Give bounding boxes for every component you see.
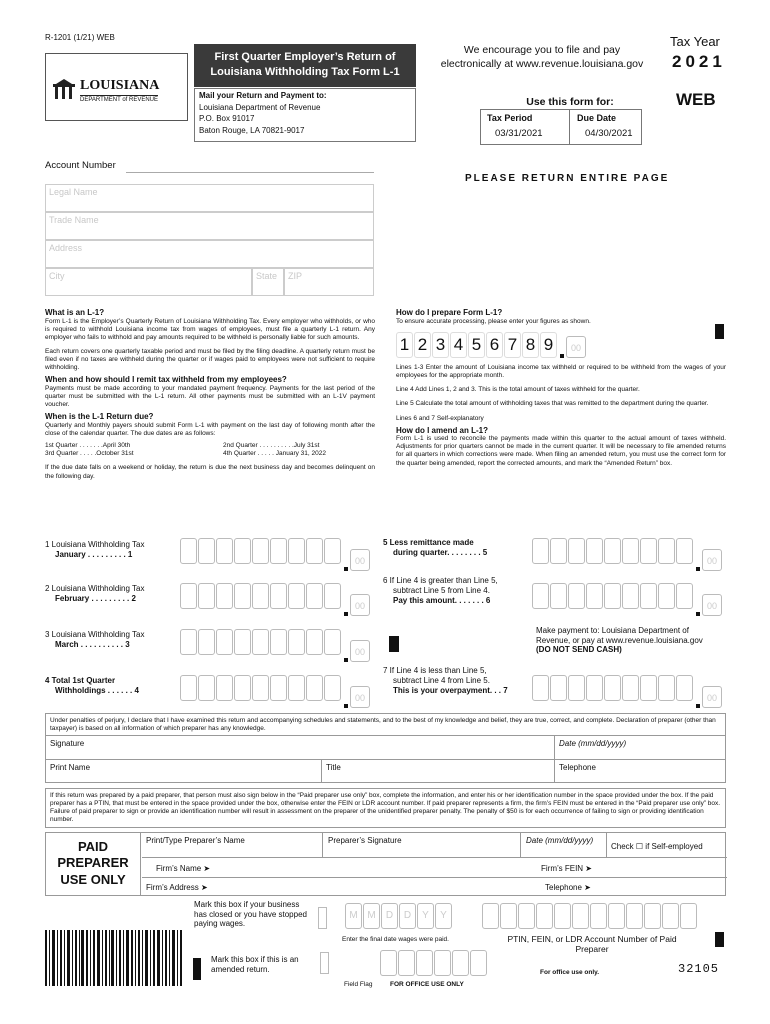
sample-digit: 4 (450, 332, 467, 358)
form-id: R-1201 (1/21) WEB (45, 33, 115, 42)
payment-line-3: (DO NOT SEND CASH) (536, 645, 622, 655)
amend-title: How do I amend an L-1? (396, 425, 489, 435)
payment-line-1: Make payment to: Louisiana Department of (536, 626, 689, 635)
date-field[interactable]: Date (mm/dd/yyyy) (559, 739, 627, 748)
tax-period-label: Tax Period (487, 113, 533, 123)
sample-digit: 1 (396, 332, 413, 358)
payment-line-2: Revenue, or pay at www.revenue.louisiana.gov (536, 635, 703, 645)
line-5-amount[interactable]: 00 (532, 538, 722, 571)
each-return-text: Each return covers one quarterly taxable period and must be filed by the filing deadline. A quarterly return must be filed even if no taxes are withheld during the quarter or if wages paid to employees were not sufficient to require withholding. (45, 347, 375, 372)
sample-digit: 2 (414, 332, 431, 358)
field-flag: Field Flag (344, 981, 373, 988)
sample-digit: 5 (468, 332, 485, 358)
when-remit-title: When and how should I remit tax withheld from my employees? (45, 375, 287, 385)
firms-name[interactable]: Firm’s Name ➤ (156, 864, 211, 873)
when-due-text: Quarterly and Monthly payers should submit Form L-1 with payment on the last day of following month after the close of the calendar quarter. The due dates are as follows: (45, 421, 375, 438)
for-office-use: For office use only. (540, 969, 600, 976)
mail-line-2: P.O. Box 91017 (199, 114, 255, 124)
how-prepare-title: How do I prepare Form L-1? (396, 308, 503, 317)
line-5-label: 5 Less remittance made during quarter. . . . . . . . 5 (383, 538, 488, 557)
payment-instructions (536, 626, 736, 655)
mail-heading: Mail your Return and Payment to: (199, 91, 327, 100)
due-q1: 1st Quarter . . . . . . .April 30th (45, 442, 131, 450)
line-1-amount[interactable]: 00 (180, 538, 370, 571)
amended-checkbox[interactable] (320, 952, 329, 974)
line-7-amount[interactable]: 00 (532, 675, 722, 708)
line-3-amount[interactable]: 00 (180, 629, 370, 662)
sample-digit: 7 (504, 332, 521, 358)
return-entire-page: PLEASE RETURN ENTIRE PAGE (465, 173, 670, 184)
city-field[interactable]: City (45, 268, 252, 296)
preparer-text: If this return was prepared by a paid preparer, that person must also sign below in the “Paid preparer use only” box, complete the information, and enter his or her identification number in the space provided under the box. If the paid preparer has a PTIN, that must be entered in the space provided under the box, otherwise enter the FEIN or LDR account number. If paid preparer represents a firm, the firm’s FEIN must be entered in the “Paid preparer use only” box. Failure of paid preparer to sign or provide an identification number will result in assessment on the preparer of the unidentified preparer penalty. The penalty of $50 is for each occurrence of failing to sign or providing identification number. (50, 792, 721, 824)
form-title-block (194, 44, 416, 87)
preparer-date[interactable]: Date (mm/dd/yyyy) (526, 836, 594, 845)
logo-name: LOUISIANA (80, 78, 160, 93)
field-flag-boxes (380, 950, 488, 976)
line-7-label: 7 If Line 4 is less than Line 5, subtract Line 4 from Line 5. This is your overpayment. . . 7 (383, 666, 508, 695)
print-name-field[interactable]: Print Name (46, 760, 322, 782)
firms-address[interactable]: Firm’s Address ➤ (146, 883, 208, 892)
use-form-for: Use this form for: (526, 96, 614, 108)
logo-sub: DEPARTMENT of REVENUE (80, 97, 159, 103)
perjury-text: Under penalties of perjury, I declare that I have examined this return and accompanying schedules and statements, and to the best of my knowledge and belief, they are true, correct, and complete. Declaration of preparer (other than taxpayer) is based on all information of which preparer has any knowledge. (46, 714, 725, 736)
line-1-label: 1 Louisiana Withholding Tax January . . . . . . . . . 1 (45, 540, 145, 559)
scan-mark (389, 636, 399, 652)
mail-address-block (194, 88, 416, 142)
final-date-input[interactable]: M M D D Y Y (345, 903, 453, 929)
for-office-use-only: FOR OFFICE USE ONLY (390, 981, 464, 988)
tax-period: 03/31/2021 (495, 128, 543, 139)
paid-preparer-title: PAID PREPARER USE ONLY (46, 833, 141, 895)
logo-box (45, 53, 188, 121)
scan-mark (715, 932, 724, 947)
amended-checkbox-mark (193, 958, 201, 980)
what-is-title: What is an L-1? (45, 308, 105, 317)
account-number-input[interactable] (126, 172, 374, 173)
sample-digit: 8 (522, 332, 539, 358)
encourage-line-2: electronically at www.revenue.louisiana.gov (440, 57, 644, 70)
lines67-text: Lines 6 and 7 Self-explanatory (396, 414, 484, 422)
signature-field[interactable]: Signature (46, 736, 555, 759)
line-3-label: 3 Louisiana Withholding Tax March . . . . . . . . . . 3 (45, 630, 145, 649)
tax-year: 2021 (672, 52, 726, 71)
line-4-amount[interactable]: 00 (180, 675, 370, 708)
legal-name-field[interactable]: Legal Name (45, 184, 374, 212)
instructions-left (45, 308, 375, 481)
when-remit-text: Payments must be made according to your mandated payment frequency. Payments for the last period of the quarter must be submitted with the L-1 return. All other payments must be submitted with an L-1V payment voucher. (45, 384, 375, 409)
line4-text: Line 4 Add Lines 1, 2 and 3. This is the total amount of taxes withheld for the quarter. (396, 386, 640, 394)
firms-fein[interactable]: Firm’s FEIN ➤ (541, 864, 592, 873)
title-line-1: First Quarter Employer’s Return of (214, 51, 396, 63)
title-field[interactable]: Title (322, 760, 555, 782)
encourage-line-1: We encourage you to file and pay (463, 44, 621, 56)
sample-cents: 00 (566, 336, 586, 358)
sample-digit: 9 (540, 332, 557, 358)
due-q3: 3rd Quarter . . . . .October 31st (45, 450, 134, 458)
amended-label: Mark this box if this is an amended return. (211, 955, 299, 974)
lines13-text: Lines 1-3 Enter the amount of Louisiana income tax withheld or required to be withheld from the wages of your employees for the appropriate month. (396, 364, 726, 380)
business-closed-text: Mark this box if your business has closed or you have stopped paying wages. (194, 900, 307, 929)
line-6-amount[interactable]: 00 (532, 583, 722, 616)
line5-text: Line 5 Calculate the total amount of withholding taxes that was remitted to the department during the quarter. (396, 400, 709, 408)
web-label: WEB (676, 90, 716, 109)
scan-mark (715, 324, 724, 339)
due-date: 04/30/2021 (585, 128, 633, 139)
final-date-label: Enter the final date wages were paid. (342, 936, 449, 943)
zip-field[interactable]: ZIP (284, 268, 374, 296)
tax-period-table (480, 109, 642, 145)
line-4-label: 4 Total 1st Quarter Withholdings . . . . . . 4 (45, 676, 139, 695)
amend-text: Form L-1 is used to reconcile the payments made within this quarter to the actual amount of taxes withheld. Adjustments for prior quarters cannot be made in the current quarter. It will be necessary to file amended returns for all quarters in which corrections were made. When filing an amended return, you must use the correct form for the quarter being amended, report the corrected amounts, and mark the “Amended Return” box. (396, 435, 726, 467)
what-is-text: Form L-1 is the Employer’s Quarterly Return of Louisiana Withholding Tax. Every employer who withholds, or who is required to withhold Louisiana income tax from wages of employees, must file a quarterly L-1 return. Any employer who fails to withhold and pay amounts required to be withheld is personally liable for such amounts. (45, 317, 375, 341)
line-6-label: 6 If Line 4 is greater than Line 5, subtract Line 5 from Line 4. Pay this amount. . . . . . . 6 (383, 576, 498, 605)
due-q4: 4th Quarter . . . . . January 31, 2022 (223, 450, 326, 458)
preparer-text-box (45, 788, 726, 828)
print-type-preparer[interactable]: Print/Type Preparer’s Name (146, 836, 245, 845)
mail-line-3: Baton Rouge, LA 70821-9017 (199, 125, 305, 135)
when-due-title: When is the L-1 Return due? (45, 412, 154, 422)
trade-name-field[interactable]: Trade Name (45, 212, 374, 240)
signature-block (45, 713, 726, 783)
self-employed-checkbox[interactable]: Check ☐ if Self-employed (611, 842, 703, 851)
preparer-signature[interactable]: Preparer’s Signature (328, 836, 402, 845)
tax-year-label: Tax Year (670, 34, 720, 49)
line-2-amount[interactable]: 00 (180, 583, 370, 616)
sample-digit: 6 (486, 332, 503, 358)
form-code: 32105 (678, 962, 720, 976)
sample-digits (396, 332, 586, 358)
title-line-2: Louisiana Withholding Tax Form L-1 (210, 66, 400, 78)
barcode (45, 930, 183, 986)
business-closed-checkbox[interactable] (318, 907, 327, 929)
instructions-right (396, 308, 726, 326)
ptin-input[interactable] (482, 903, 698, 929)
address-field[interactable]: Address (45, 240, 374, 268)
weekend-text: If the due date falls on a weekend or holiday, the return is due the next business day and becomes delinquent on the following day. (45, 464, 375, 480)
how-prepare-text: To ensure accurate processing, please enter your figures as shown. (396, 317, 591, 325)
due-date-label: Due Date (577, 113, 617, 123)
sample-digit: 3 (432, 332, 449, 358)
due-q2: 2nd Quarter . . . . . . . . . .July 31st (223, 442, 320, 450)
pelican-logo-icon (52, 78, 76, 100)
state-field[interactable]: State (252, 268, 284, 296)
preparer-telephone[interactable]: Telephone ➤ (545, 883, 591, 892)
paid-preparer-block (45, 832, 726, 896)
account-number-label: Account Number (45, 160, 116, 171)
line-instructions (396, 364, 726, 468)
line-2-label: 2 Louisiana Withholding Tax February . . . . . . . . . 2 (45, 584, 145, 603)
encourage-text (425, 44, 659, 71)
mail-line-1: Louisiana Department of Revenue (199, 102, 321, 112)
ptin-label: PTIN, FEIN, or LDR Account Number of Paid Preparer (507, 934, 677, 954)
telephone-field[interactable]: Telephone (559, 763, 596, 772)
